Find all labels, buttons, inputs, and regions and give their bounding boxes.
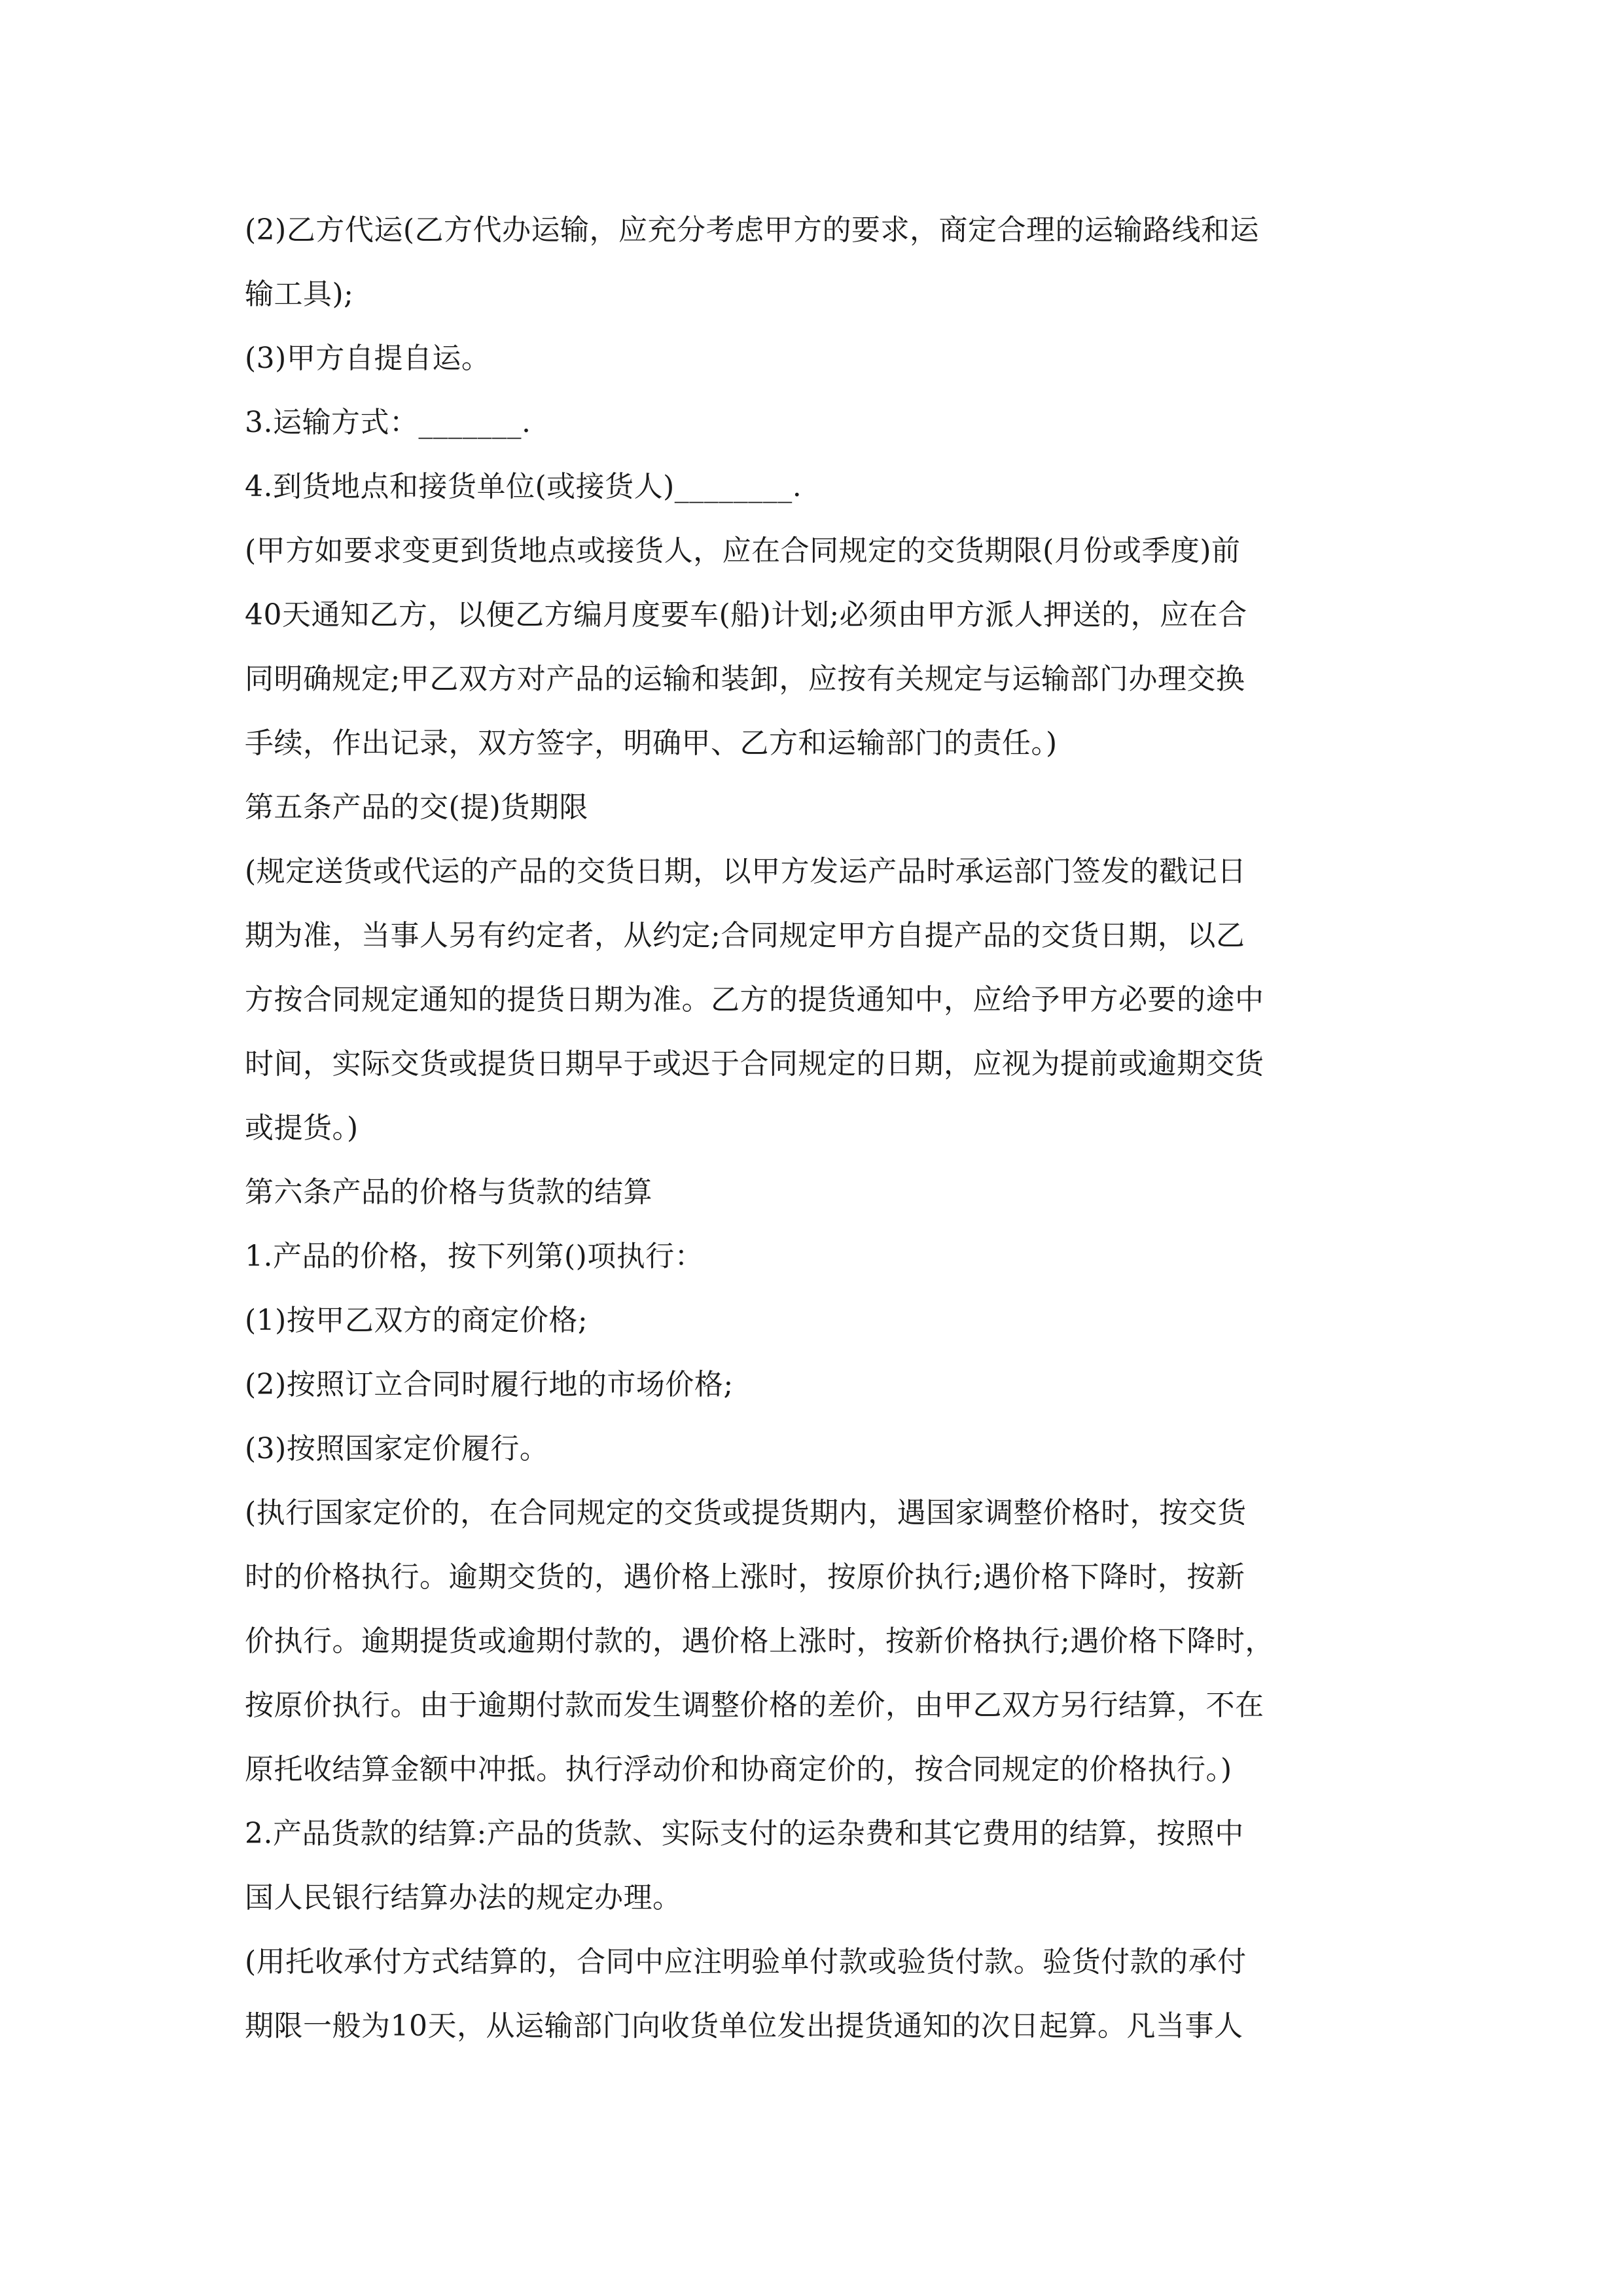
text-line: 价执行。逾期提货或逾期付款的，遇价格上涨时，按新价格执行;遇价格下降时， xyxy=(245,1624,1274,1658)
text-line: 按原价执行。由于逾期付款而发生调整价格的差价，由甲乙双方另行结算，不在 xyxy=(245,1689,1264,1722)
text-line: (甲方如要求变更到货地点或接货人，应在合同规定的交货期限(月份或季度)前 xyxy=(245,534,1241,567)
text-line: 期限一般为10天，从运输部门向收货单位发出提货通知的次日起算。凡当事人 xyxy=(245,2009,1243,2043)
section-heading: 第五条产品的交(提)货期限 xyxy=(245,791,588,824)
text-line: 时的价格执行。逾期交货的，遇价格上涨时，按原价执行;遇价格下降时，按新 xyxy=(245,1560,1245,1594)
text-line: 4.到货地点和接货单位(或接货人)________. xyxy=(245,470,802,503)
text-line: 2.产品货款的结算:产品的货款、实际支付的运杂费和其它费用的结算，按照中 xyxy=(245,1817,1244,1850)
text-line: 方按合同规定通知的提货日期为准。乙方的提货通知中，应给予甲方必要的途中 xyxy=(245,983,1264,1016)
text-line: (用托收承付方式结算的，合同中应注明验单付款或验货付款。验货付款的承付 xyxy=(245,1945,1247,1979)
text-line: 1.产品的价格，按下列第()项执行： xyxy=(245,1240,704,1273)
text-line: (3)甲方自提自运。 xyxy=(245,342,491,375)
text-line: 原托收结算金额中冲抵。执行浮动价和协商定价的，按合同规定的价格执行。) xyxy=(245,1753,1232,1786)
text-line: (2)乙方代运(乙方代办运输，应充分考虑甲方的要求，商定合理的运输路线和运 xyxy=(245,213,1259,247)
section-heading: 第六条产品的价格与货款的结算 xyxy=(245,1175,652,1209)
text-line: 时间，实际交货或提货日期早于或迟于合同规定的日期，应视为提前或逾期交货 xyxy=(245,1047,1264,1081)
text-line: 同明确规定;甲乙双方对产品的运输和装卸，应按有关规定与运输部门办理交换 xyxy=(245,662,1245,696)
text-line: (2)按照订立合同时履行地的市场价格; xyxy=(245,1368,734,1401)
text-line: 期为准，当事人另有约定者，从约定;合同规定甲方自提产品的交货日期，以乙 xyxy=(245,919,1245,952)
text-line: (规定送货或代运的产品的交货日期，以甲方发运产品时承运部门签发的戳记日 xyxy=(245,855,1247,888)
document-body xyxy=(245,198,1383,2058)
text-line: 3.运输方式：_______. xyxy=(245,406,531,439)
text-line: 或提货。) xyxy=(245,1111,359,1145)
text-line: 输工具); xyxy=(245,278,354,311)
text-line: 国人民银行结算办法的规定办理。 xyxy=(245,1881,682,1914)
text-line: (执行国家定价的，在合同规定的交货或提货期内，遇国家调整价格时，按交货 xyxy=(245,1496,1247,1530)
text-line: (3)按照国家定价履行。 xyxy=(245,1432,549,1465)
text-line: 手续，作出记录，双方签字，明确甲、乙方和运输部门的责任。) xyxy=(245,726,1058,760)
text-line: 40天通知乙方，以便乙方编月度要车(船)计划;必须由甲方派人押送的，应在合 xyxy=(245,598,1247,632)
text-line: (1)按甲乙双方的商定价格; xyxy=(245,1304,588,1337)
